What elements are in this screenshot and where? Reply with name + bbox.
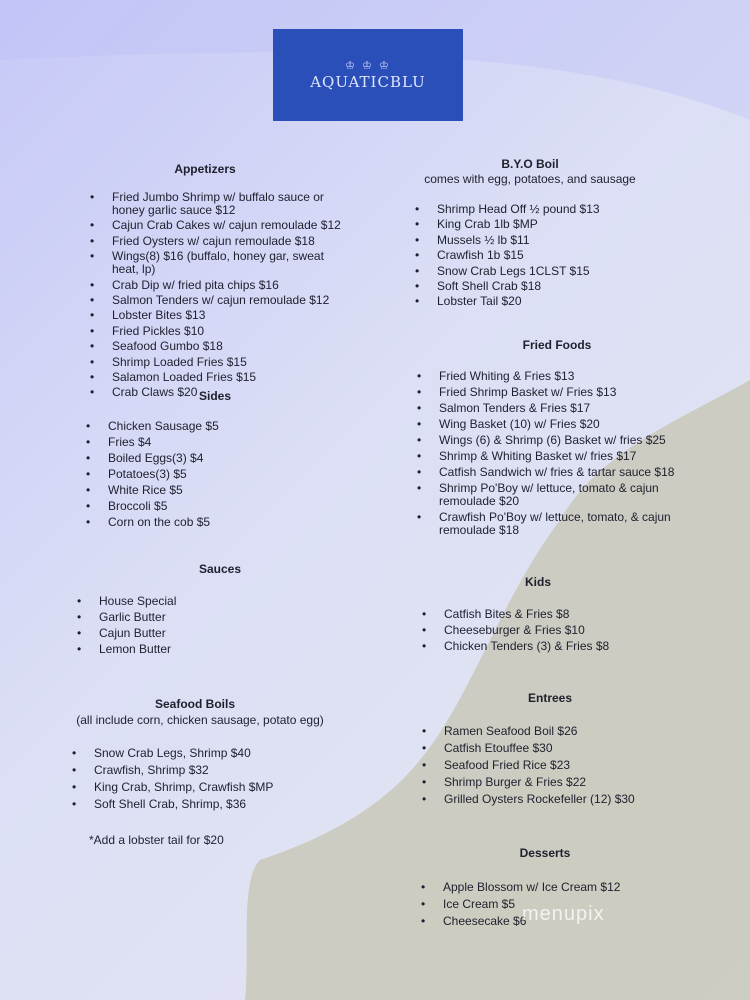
watermark-text: menupix [522,903,605,925]
menu-item: • Cajun Crab Cakes w/ cajun remoulade $12 [112,219,346,232]
seafood-boils-list [94,747,334,815]
menu-item: • Fried Whiting & Fries $13 [439,370,699,383]
appetizers-title: Appetizers [174,162,236,176]
menu-item: • Chicken Tenders (3) & Fries $8 [444,640,674,653]
entrees-list [444,725,684,810]
menu-item: • Crawfish, Shrimp $32 [94,764,334,777]
menu-item: • Cheesecake $6 [443,915,673,928]
menu-item: • Potatoes(3) $5 [108,468,308,481]
menu-item: • Garlic Butter [99,611,299,624]
sauces-title: Sauces [198,562,242,576]
menu-item: • Chicken Sausage $5 [108,420,308,433]
menu-item: • Lobster Bites $13 [112,309,346,322]
menu-item: • King Crab, Shrimp, Crawfish $MP [94,781,334,794]
entrees-title: Entrees [527,691,573,705]
menu-item: • Shrimp Po'Boy w/ lettuce, tomato & cajun remoulade $20 [439,482,699,508]
menu-item: • Crab Claws $20 [112,386,346,399]
menu-item: • Shrimp Loaded Fries $15 [112,356,346,369]
menu-item: • Crawfish Po'Boy w/ lettuce, tomato, & cajun remoulade $18 [439,511,699,537]
menu-item: • Ramen Seafood Boil $26 [444,725,684,738]
crown-icon: ♔ ♔ ♔ [345,60,391,72]
logo-text: AQUATICBLU [310,73,426,91]
fried-foods-title: Fried Foods [522,338,592,352]
menu-item: • Seafood Gumbo $18 [112,340,346,353]
byo-boil-title: B.Y.O Boil [501,157,559,171]
fried-foods-list [439,370,699,540]
menu-item: • House Special [99,595,299,608]
menu-item: • Shrimp Burger & Fries $22 [444,776,684,789]
menu-item: • Snow Crab Legs, Shrimp $40 [94,747,334,760]
menu-item: • Wing Basket (10) w/ Fries $20 [439,418,699,431]
menu-item: • Catfish Bites & Fries $8 [444,608,674,621]
menu-item: • Wings(8) $16 (buffalo, honey gar, sweat heat, lp) [112,250,346,276]
menu-item: • Cheeseburger & Fries $10 [444,624,674,637]
menu-item: • Salmon Tenders & Fries $17 [439,402,699,415]
kids-title: Kids [524,575,551,589]
sides-title: Sides [198,389,231,403]
kids-list [444,608,674,656]
menu-item: • Crawfish 1b $15 [437,249,667,262]
menu-item: • Fried Pickles $10 [112,325,346,338]
menu-item: • Wings (6) & Shrimp (6) Basket w/ fries $25 [439,434,699,447]
menu-item: • Shrimp & Whiting Basket w/ fries $17 [439,450,699,463]
appetizers-list [112,191,346,402]
menu-item: • Crab Dip w/ fried pita chips $16 [112,279,346,292]
menu-item: • Snow Crab Legs 1CLST $15 [437,265,667,278]
menu-item: • Fried Jumbo Shrimp w/ buffalo sauce or honey garlic sauce $12 [112,191,346,217]
menu-item: • Ice Cream $5 [443,898,673,911]
menu-item: • Corn on the cob $5 [108,516,308,529]
menu-item: • Cajun Butter [99,627,299,640]
menu-item: • Grilled Oysters Rockefeller (12) $30 [444,793,684,806]
menu-item: • Catfish Etouffee $30 [444,742,684,755]
byo-boil-list [437,203,667,311]
restaurant-logo [273,29,463,121]
lobster-tail-note: *Add a lobster tail for $20 [89,833,224,847]
sauces-list [99,595,299,659]
menu-item: • Broccoli $5 [108,500,308,513]
menu-item: • Shrimp Head Off ½ pound $13 [437,203,667,216]
menu-item: • Lemon Butter [99,643,299,656]
menu-item: • White Rice $5 [108,484,308,497]
sides-list [108,420,308,532]
menu-item: • Lobster Tail $20 [437,295,667,308]
byo-boil-subtitle: comes with egg, potatoes, and sausage [424,172,636,186]
menu-item: • Fries $4 [108,436,308,449]
menu-item: • Seafood Fried Rice $23 [444,759,684,772]
menu-item: • Catfish Sandwich w/ fries & tartar sauce $18 [439,466,699,479]
menu-item: • Salamon Loaded Fries $15 [112,371,346,384]
seafood-boils-title: Seafood Boils [154,697,235,711]
menu-item: • Fried Shrimp Basket w/ Fries $13 [439,386,699,399]
seafood-boils-subtitle: (all include corn, chicken sausage, potato egg) [76,713,324,727]
menu-item: • Fried Oysters w/ cajun remoulade $18 [112,235,346,248]
menu-item: • Mussels ½ lb $11 [437,234,667,247]
menu-item: • King Crab 1lb $MP [437,218,667,231]
menu-item: • Apple Blossom w/ Ice Cream $12 [443,881,673,894]
desserts-title: Desserts [519,846,571,860]
menu-item: • Soft Shell Crab, Shrimp, $36 [94,798,334,811]
menu-item: • Boiled Eggs(3) $4 [108,452,308,465]
menu-item: • Salmon Tenders w/ cajun remoulade $12 [112,294,346,307]
menu-item: • Soft Shell Crab $18 [437,280,667,293]
